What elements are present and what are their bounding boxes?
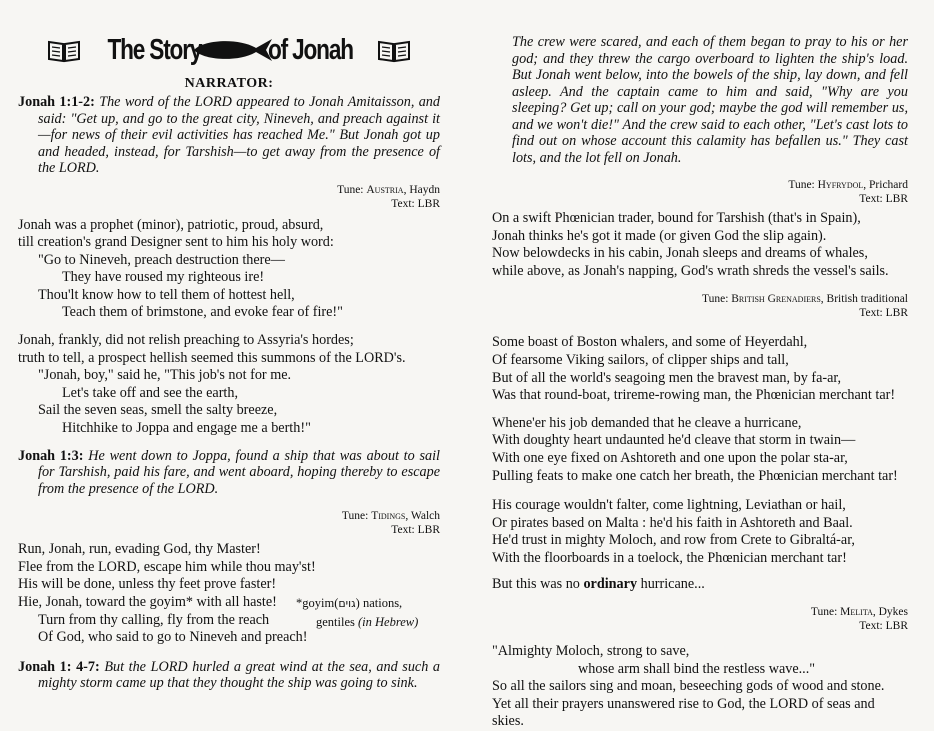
page-title (18, 30, 440, 70)
verse-line: Was that round-boat, trireme-rowing man, the Phœnician merchant tar! (492, 387, 896, 404)
verse-line: while above, as Jonah's napping, God's wrath shreds the vessel's sails. (492, 262, 889, 279)
verse-line: Turn from thy calling, fly from the reach (38, 611, 270, 628)
footnote-meaning: ) nations, (355, 596, 403, 611)
tune-credit (492, 178, 908, 206)
footnote (296, 594, 446, 631)
tune-label: Tune: (810, 606, 838, 619)
transition-line (492, 576, 908, 594)
scripture-text: He went down to Joppa, found a ship that was about to sail for Tarshish, paid his fare, and went aboard, hoping thereby to escape from the presence of the LORD. (38, 447, 440, 497)
verse-line: Let's take off and see the earth, (62, 384, 239, 401)
verse-line: Some boast of Boston whalers, and some of Heyerdahl, (492, 334, 808, 351)
transition-emphasis: ordinary (583, 575, 638, 592)
text-credit: Text: LBR (859, 307, 908, 320)
verse-line: Jonah was a prophet (minor), patriotic, proud, absurd, (18, 216, 324, 233)
verse-line: Now belowdecks in his cabin, Jonah sleeps and dreams of whales, (492, 245, 868, 262)
verse-line: Yet all their prayers unanswered rise to God, the LORD of seas and skies. (492, 695, 875, 730)
verse-4 (492, 210, 908, 280)
verse-line: Sail the seven seas, smell the salty breeze, (38, 402, 278, 419)
verse-2 (18, 332, 440, 438)
verse-line: Run, Jonah, run, evading God, thy Master! (18, 541, 261, 558)
scripture-text: But the LORD hurled a great wind at the sea, and such a mighty storm came up that they thought the ship was going to sink. (38, 658, 440, 692)
fish-icon (192, 37, 274, 63)
text-credit: Text: LBR (391, 197, 440, 210)
tune-composer: , Prichard (863, 179, 908, 191)
footnote-language: (in Hebrew) (358, 615, 419, 630)
scripture-4 (492, 34, 908, 166)
verse-line: His will be done, unless thy feet prove faster! (18, 576, 277, 593)
title-left: The Story (107, 33, 202, 66)
tune-credit (492, 605, 908, 633)
scripture-3 (18, 659, 440, 692)
verse-line: whose arm shall bind the restless wave..." (578, 660, 816, 677)
transition-text: But this was no (492, 575, 584, 592)
tune-credit (18, 183, 440, 211)
scripture-text: The word of the LORD appeared to Jonah Amitaisson, and said: "Get up, and go to the great city, Nineveh, and preach against it—for news of their evil activities has reached Me." But Jonah got up and headed, instead, for Tarshish—to get away from the presence of the LORD. (38, 94, 440, 176)
tune-name: Tidings (371, 510, 406, 523)
right-column (492, 0, 908, 731)
tune-name: Melita (840, 606, 873, 619)
verse-line: With doughty heart undaunted he'd cleave that storm in twain— (492, 432, 856, 449)
verse-line: "Go to Nineveh, preach destruction there— (38, 251, 285, 268)
tune-label: Tune: (701, 293, 729, 306)
tune-name: Hyfrydol (817, 179, 864, 191)
verse-line: Whene'er his job demanded that he cleave a hurricane, (492, 414, 802, 431)
text-credit: Text: LBR (391, 524, 440, 537)
tune-credit (18, 509, 440, 537)
verse-line: They have roused my righteous ire! (62, 269, 265, 286)
footnote-hebrew: גוים (338, 597, 356, 611)
open-book-icon (377, 37, 411, 63)
verse-line: till creation's grand Designer sent to him his holy word: (18, 234, 334, 251)
scripture-1 (18, 94, 440, 177)
verse-line: Or pirates based on Malta : he'd his faith in Ashtoreth and Baal. (492, 514, 853, 531)
verse-line: Hitchhike to Joppa and engage me a berth!" (62, 420, 311, 437)
tune-label: Tune: (337, 183, 364, 196)
open-book-icon (47, 37, 81, 63)
verse-7 (492, 497, 908, 567)
verse-line: truth to tell, a prospect hellish seemed this summons of the LORD's. (18, 349, 406, 366)
verse-line: Pulling feats to make one catch her breath, the Phœnician merchant tar! (492, 467, 898, 484)
scripture-text: The crew were scared, and each of them began to pray to his or her god; and they threw the cargo overboard to lighten the ship's load. But Jonah went below, into the bowels of the ship, lay down, and fell asleep. And the captain came to him and said, "Why are you sleeping? Get up; call on your god; maybe the god will remember us, and we won't die!" And the crew said to each other, "Let's cast lots to find out on whose account this calamity has befallen us." They cast lots, and the lot fell on Jonah. (512, 34, 908, 166)
verse-line: He'd trust in mighty Moloch, and row from Crete to Gibraltá-ar, (492, 532, 855, 549)
tune-name: British Grenadiers (731, 293, 821, 306)
narrator-heading: NARRATOR: (184, 76, 274, 91)
verse-5 (492, 334, 908, 404)
scripture-ref: Jonah 1: 4-7: (18, 658, 100, 675)
scripture-ref: Jonah 1:1-2: (18, 94, 95, 110)
verse-line: Jonah, frankly, did not relish preaching to Assyria's hordes; (18, 332, 354, 349)
verse-1 (18, 217, 440, 323)
left-column (18, 0, 440, 692)
verse-line: Teach them of brimstone, and evoke fear of fire!" (62, 304, 343, 321)
tune-name: Austria (366, 183, 404, 196)
scripture-ref: Jonah 1:3: (18, 447, 84, 464)
verse-line: Of fearsome Viking sailors, of clipper ships and tall, (492, 351, 789, 368)
verse-line: Of God, who said to go to Nineveh and preach! (38, 629, 308, 646)
footnote-term: *goyim( (296, 596, 339, 611)
title-right: of Jonah (267, 33, 353, 66)
verse-line: Flee from the LORD, escape him while thou may'st! (18, 558, 316, 575)
tune-credit (492, 292, 908, 320)
tune-label: Tune: (788, 179, 815, 191)
tune-composer: , Dykes (872, 606, 908, 619)
verse-line: But of all the world's seagoing men the bravest man, by fa-ar, (492, 369, 842, 386)
verse-8 (492, 643, 908, 731)
tune-composer: , Haydn (403, 183, 440, 196)
text-credit: Text: LBR (859, 620, 908, 633)
verse-line: So all the sailors sing and moan, beseeching gods of wood and stone. (492, 678, 885, 695)
verse-line: On a swift Phœnician trader, bound for Tarshish (that's in Spain), (492, 210, 861, 226)
footnote-gentiles: gentiles (316, 615, 355, 630)
verse-line: Hie, Jonah, toward the goyim* with all haste! (18, 593, 277, 610)
verse-line: His courage wouldn't falter, come lightning, Leviathan or hail, (492, 497, 846, 514)
tune-label: Tune: (341, 510, 369, 523)
verse-line: Jonah thinks he's got it made (or given God the slip again). (492, 227, 827, 244)
verse-line: "Jonah, boy," said he, "This job's not for me. (38, 367, 292, 384)
verse-line: Thou'lt know how to tell them of hottest hell, (38, 286, 295, 303)
tune-composer: , British traditional (820, 293, 908, 306)
verse-6 (492, 415, 908, 485)
verse-3 (18, 541, 440, 647)
transition-text: hurricane... (637, 575, 705, 592)
verse-line: "Almighty Moloch, strong to save, (492, 643, 690, 660)
verse-line: With one eye fixed on Ashtoreth and one upon the polar sta-ar, (492, 449, 848, 466)
verse-line: With the floorboards in a toelock, the Phœnician merchant tar! (492, 549, 847, 566)
scripture-2 (18, 448, 440, 498)
text-credit: Text: LBR (859, 193, 908, 205)
tune-composer: , Walch (405, 510, 440, 523)
